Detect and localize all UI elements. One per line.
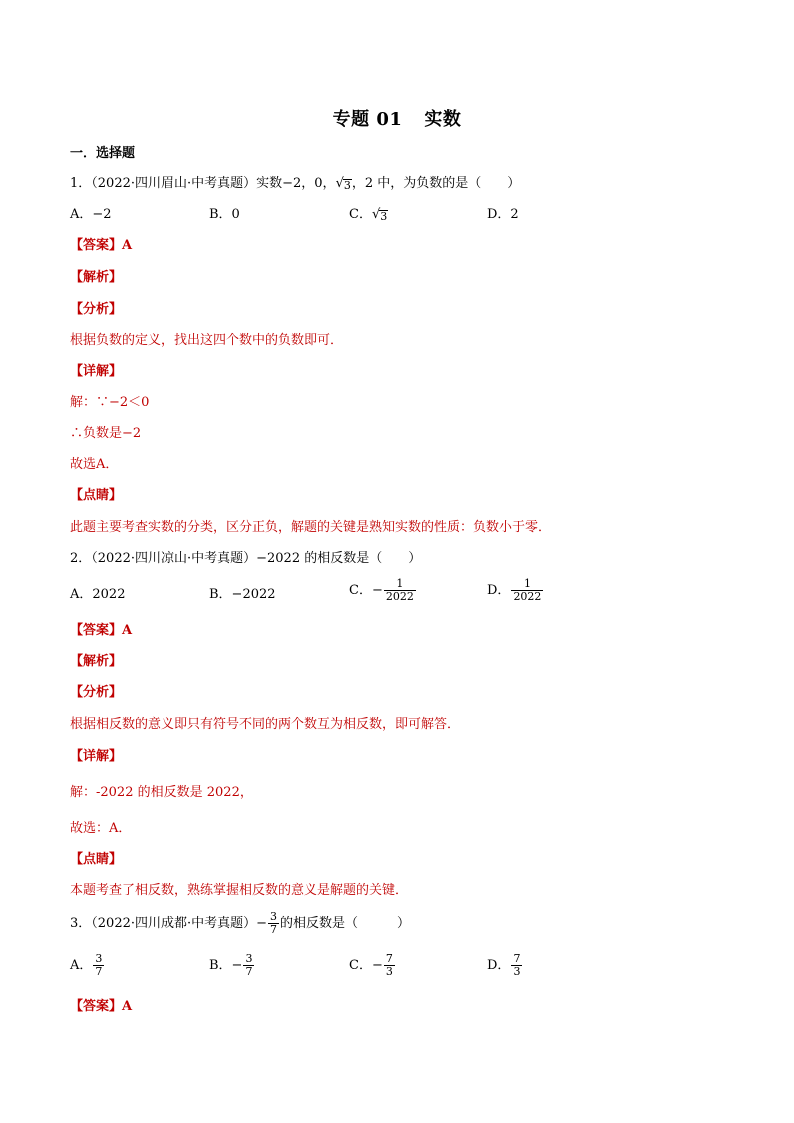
q2-option-c: C．− $\frac{1}{2022}$ <box>349 577 414 603</box>
q1-stem: 1．（2022·四川眉山·中考真题）实数−2，0， √ 3 ，2 中，为负数的是（ ） <box>70 176 521 192</box>
q1-analysis-label: 【解析】 <box>70 270 123 285</box>
fraction: $\frac{7}{3}$ <box>513 952 521 978</box>
q1-dianjing-text: 此题主要考查实数的分类，区分正负，解题的关键是熟知实数的性质：负数小于零． <box>70 520 552 535</box>
q1-fenxi-label: 【分析】 <box>70 302 123 317</box>
q2-detail-label: 【详解】 <box>70 749 123 764</box>
q1-detail-line2: ∴负数是−2 <box>70 426 142 441</box>
q2-detail-line1: 解：-2022 的相反数是 2022， <box>70 785 253 800</box>
sqrt-3: √ 3 <box>335 176 351 192</box>
q1-option-a: A．−2 <box>70 207 112 222</box>
q3-stem: 3．（2022·四川成都·中考真题）− $\frac{3}{7}$ 的相反数是（ ） <box>70 910 411 936</box>
q2-fenxi-text: 根据相反数的意义即只有符号不同的两个数互为相反数，即可解答． <box>70 717 461 732</box>
q3-option-a: A． $\frac{3}{7}$ <box>70 952 103 978</box>
q1-detail-line1: 解：∵−2＜0 <box>70 395 150 410</box>
q3-option-b: B．− $\frac{3}{7}$ <box>209 952 253 978</box>
q1-dianjing-label: 【点睛】 <box>70 488 123 503</box>
q2-fenxi-label: 【分析】 <box>70 685 123 700</box>
q2-option-d: D． $\frac{1}{2022}$ <box>487 577 542 603</box>
q2-option-b: B．−2022 <box>209 587 276 602</box>
q2-dianjing-text: 本题考查了相反数，熟练掌握相反数的意义是解题的关键． <box>70 883 409 898</box>
q1-fenxi-text: 根据负数的定义，找出这四个数中的负数即可． <box>70 333 344 348</box>
q1-answer: 【答案】A <box>70 238 133 253</box>
q3-option-c: C．− $\frac{7}{3}$ <box>349 952 393 978</box>
fraction: $\frac{1}{2022}$ <box>513 577 542 603</box>
title-topic: 实数 <box>424 109 462 130</box>
q1-option-c: C． √ 3 <box>349 207 388 223</box>
q2-detail-line2: 故选：A． <box>70 821 132 836</box>
fraction: $\frac{3}{7}$ <box>95 952 103 978</box>
q2-analysis-label: 【解析】 <box>70 654 123 669</box>
fraction: $\frac{1}{2022}$ <box>385 577 414 603</box>
fraction: $\frac{7}{3}$ <box>385 952 393 978</box>
q1-option-d: D．2 <box>487 207 519 222</box>
sqrt-3: √ 3 <box>371 207 388 223</box>
q2-dianjing-label: 【点睛】 <box>70 852 123 867</box>
q3-option-d: D． $\frac{7}{3}$ <box>487 952 521 978</box>
fraction: $\frac{3}{7}$ <box>270 910 278 936</box>
q3-answer: 【答案】A <box>70 999 133 1014</box>
q2-stem: 2．（2022·四川凉山·中考真题）−2022 的相反数是（ ） <box>70 551 422 566</box>
q1-detail-line3: 故选A． <box>70 457 119 472</box>
section-heading: 一．选择题 <box>70 146 136 161</box>
q1-detail-label: 【详解】 <box>70 364 123 379</box>
q1-option-b: B．0 <box>209 207 240 222</box>
q2-answer: 【答案】A <box>70 623 133 638</box>
fraction: $\frac{3}{7}$ <box>245 952 253 978</box>
page-title <box>0 105 794 131</box>
title-main: 专题 01 <box>332 109 403 130</box>
q2-option-a: A．2022 <box>70 587 126 602</box>
